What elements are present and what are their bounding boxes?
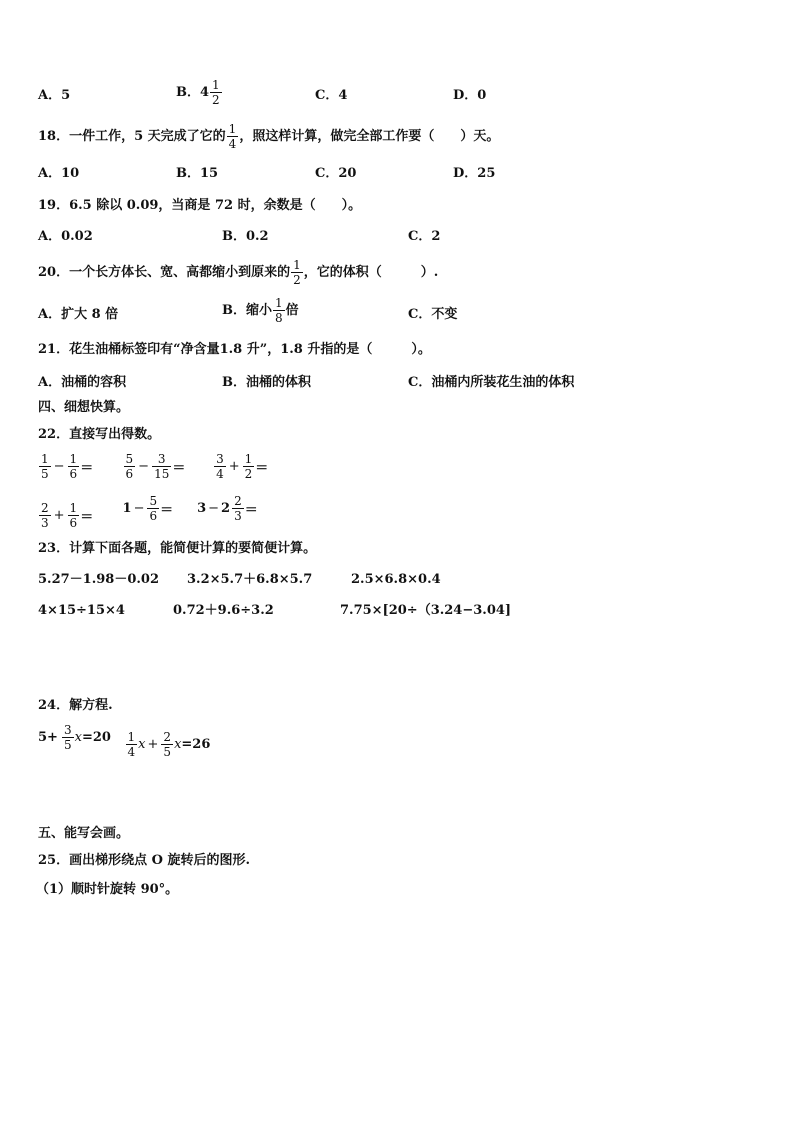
q19-option-a: A．0.02 [38, 229, 93, 244]
q23-expr-5: 0.72＋9.6÷3.2 [173, 603, 274, 618]
q24-equation-1: 5+ $\frac{3}{5}$ x =20 [38, 723, 111, 752]
question-19: 19．6.5 除以 0.09，当商是 72 时，余数是（ ）。 [38, 198, 362, 213]
section-4-title: 四、细想快算。 [38, 400, 130, 415]
q19-option-b: B．0.2 [222, 229, 269, 244]
q23-expr-3: 2.5×6.8×0.4 [351, 572, 441, 587]
fraction: $\frac{1}{4}$ [228, 122, 237, 151]
q22-expr-2: $\frac{5}{6}$ − $\frac{3}{15}$ ＝ [125, 452, 186, 481]
section-5-title: 五、能写会画。 [38, 826, 130, 841]
q18-option-b: B．15 [176, 166, 219, 181]
q23-expr-6: 7.75×[20÷（3.24−3.04] [340, 603, 512, 618]
question-25-part-1: （1）顺时针旋转 90°。 [36, 882, 179, 897]
q21-option-c: C．油桶内所装花生油的体积 [408, 375, 575, 390]
q23-expr-4: 4×15÷15×4 [38, 603, 125, 618]
q23-expr-2: 3.2×5.7＋6.8×5.7 [187, 572, 313, 587]
fraction: $\frac{1}{2}$ [212, 78, 220, 107]
question-25-title: 25．画出梯形绕点 O 旋转后的图形. [38, 853, 250, 868]
q24-equation-2: $\frac{1}{4}$ x + $\frac{2}{5}$ x =26 [127, 730, 211, 759]
q21-option-b: B．油桶的体积 [222, 375, 311, 390]
q18-option-d: D．25 [453, 166, 496, 181]
q18-option-c: C．20 [315, 166, 357, 181]
q17-option-b: B．4 $\frac{1}{2}$ [176, 78, 220, 107]
question-22-title: 22．直接写出得数。 [38, 427, 161, 442]
q22-expr-4: $\frac{2}{3}$ + $\frac{1}{6}$ ＝ [41, 501, 94, 530]
q20-option-b: B．缩小 $\frac{1}{8}$ 倍 [222, 296, 299, 325]
q18-option-a: A．10 [38, 166, 80, 181]
q17-option-a: A．5 [38, 88, 71, 103]
question-23-title: 23．计算下面各题，能简便计算的要简便计算。 [38, 541, 317, 556]
question-21: 21．花生油桶标签印有“净含量1.8 升”，1.8 升指的是（ ）。 [38, 342, 431, 357]
q22-expr-3: $\frac{3}{4}$ + $\frac{1}{2}$ ＝ [216, 452, 269, 481]
q22-expr-5: 1 − $\frac{5}{6}$ ＝ [122, 494, 174, 523]
q20-option-c: C．不变 [408, 307, 458, 322]
q17-option-c: C．4 [315, 88, 348, 103]
q23-expr-1: 5.27－1.98－0.02 [38, 572, 159, 587]
fraction: $\frac{1}{2}$ [293, 258, 301, 287]
question-20: 20．一个长方体长、宽、高都缩小到原来的 $\frac{1}{2}$ ，它的体积（ ）. [38, 258, 439, 287]
q22-row-1 [38, 452, 293, 481]
fraction: $\frac{1}{8}$ [275, 296, 283, 325]
q19-option-c: C．2 [408, 229, 441, 244]
q22-row-2 [38, 494, 277, 530]
question-24-title: 24．解方程. [38, 698, 113, 713]
q24-equations [38, 723, 210, 759]
q17-option-d: D．0 [453, 88, 487, 103]
q20-option-a: A．扩大 8 倍 [38, 307, 119, 322]
q21-option-a: A．油桶的容积 [38, 375, 127, 390]
q22-expr-1: $\frac{1}{5}$ − $\frac{1}{6}$ ＝ [41, 452, 94, 481]
q22-expr-6: 3 − 2 $\frac{2}{3}$ ＝ [197, 494, 258, 523]
question-18: 18．一件工作，5 天完成了它的 $\frac{1}{4}$ ，照这样计算，做完全部工作要（ ）天。 [38, 122, 500, 151]
